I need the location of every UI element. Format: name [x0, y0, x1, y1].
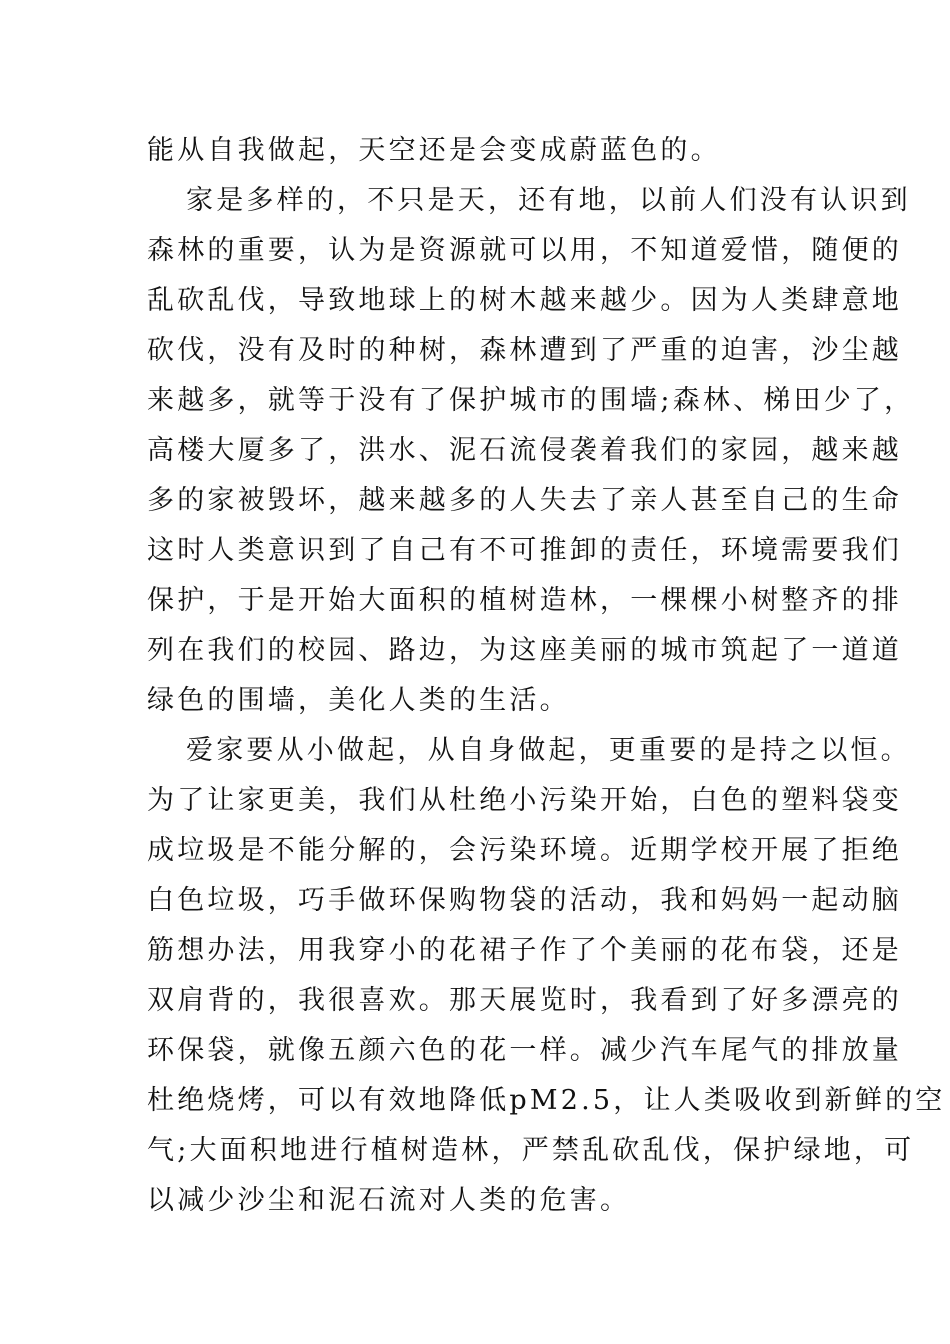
text-line: 保护，于是开始大面积的植树造林，一棵棵小树整齐的排: [147, 585, 902, 616]
text-line: 双肩背的，我很喜欢。那天展览时，我看到了好多漂亮的: [147, 985, 902, 1016]
paragraph-first-line: 家是多样的，不只是天，还有地，以前人们没有认识到: [186, 185, 911, 216]
text-line: 筋想办法，用我穿小的花裙子作了个美丽的花布袋，还是: [147, 935, 902, 966]
text-line: 气;大面积地进行植树造林，严禁乱砍乱伐，保护绿地，可: [147, 1135, 915, 1166]
text-line: 高楼大厦多了，洪水、泥石流侵袭着我们的家园，越来越: [147, 435, 902, 466]
text-line: 成垃圾是不能分解的，会污染环境。近期学校开展了拒绝: [147, 835, 902, 866]
text-line: 列在我们的校园、路边，为这座美丽的城市筑起了一道道: [147, 635, 902, 666]
text-line: 能从自我做起，天空还是会变成蔚蓝色的。: [147, 135, 721, 166]
paragraph-first-line: 爱家要从小做起，从自身做起，更重要的是持之以恒。: [186, 735, 911, 766]
text-line: 乱砍乱伐，导致地球上的树木越来越少。因为人类肆意地: [147, 285, 902, 316]
text-line: 森林的重要，认为是资源就可以用，不知道爱惜，随便的: [147, 235, 902, 266]
text-line: 以减少沙尘和泥石流对人类的危害。: [147, 1185, 631, 1216]
text-line: 为了让家更美，我们从杜绝小污染开始，白色的塑料袋变: [147, 785, 902, 816]
text-line: 砍伐，没有及时的种树，森林遭到了严重的迫害，沙尘越: [147, 335, 902, 366]
text-line: 来越多，就等于没有了保护城市的围墙;森林、梯田少了，: [147, 385, 915, 416]
text-line: 杜绝烧烤，可以有效地降低pM2.5，让人类吸收到新鲜的空: [147, 1085, 946, 1116]
text-line: 绿色的围墙，美化人类的生活。: [147, 685, 570, 716]
text-line: 白色垃圾，巧手做环保购物袋的活动，我和妈妈一起动脑: [147, 885, 902, 916]
text-line: 多的家被毁坏，越来越多的人失去了亲人甚至自己的生命: [147, 485, 902, 516]
text-line: 这时人类意识到了自己有不可推卸的责任，环境需要我们: [147, 535, 902, 566]
text-line: 环保袋，就像五颜六色的花一样。减少汽车尾气的排放量: [147, 1035, 902, 1066]
